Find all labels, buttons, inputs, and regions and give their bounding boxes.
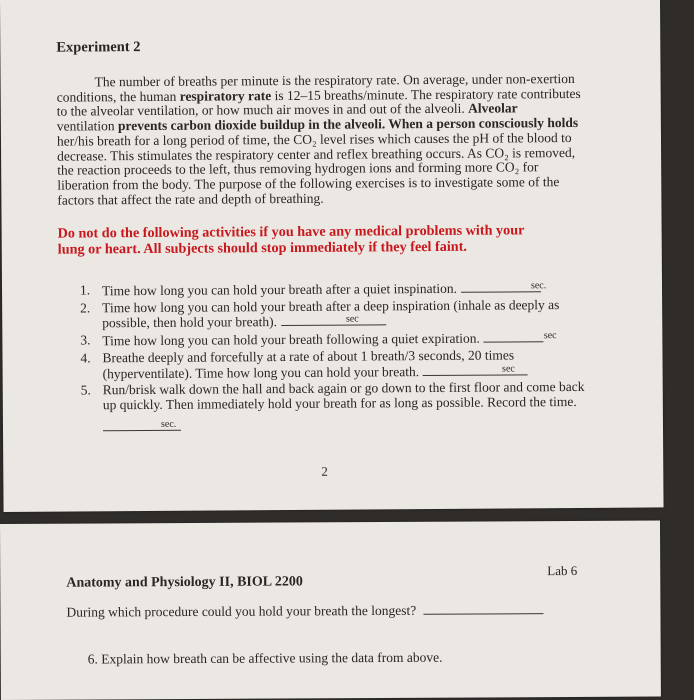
unit-label: sec <box>501 362 515 375</box>
course-header: Anatomy and Physiology II, BIOL 2200 <box>66 574 303 591</box>
lab-label: Lab 6 <box>547 562 578 579</box>
exercise-number: 1. <box>79 282 91 298</box>
paragraph-line: liberation from the body. The purpose of the following exercises is to investigate some of the <box>57 174 560 193</box>
exercise-number: 3. <box>80 332 91 348</box>
answer-blank[interactable] <box>424 602 544 615</box>
warning-line: Do not do the following activities if you have any medical problems with your <box>57 222 525 242</box>
answer-blank[interactable] <box>484 330 544 342</box>
exercise-line: possible, then hold your breath). $^{sec}$ <box>102 312 580 333</box>
longest-question <box>66 602 543 620</box>
exercise-line: Time how long you can hold your breath following a quiet expiration. $^{sec}$ <box>102 330 557 349</box>
paragraph-line: conditions, the human respiratory rate is 12–15 breaths/minute. The respiratory rate contributes <box>56 85 581 105</box>
page-number: 2 <box>321 463 328 479</box>
exercise-line: Time how long you can hold your breath after a deep inspiration (inhale as deeply as <box>102 296 560 315</box>
question-6-number: 6. <box>87 651 98 667</box>
exercise-number: 4. <box>80 350 91 366</box>
experiment-heading: Experiment 2 <box>56 39 141 56</box>
medical-warning <box>58 222 573 258</box>
question-6 <box>88 650 443 668</box>
worksheet-page-2 <box>0 521 661 700</box>
exercise-item <box>80 298 580 334</box>
unit-label: sec. <box>160 418 177 430</box>
intro-paragraph <box>56 70 581 208</box>
exercise-number: 2. <box>80 300 91 316</box>
exercise-line: Time how long you can hold your breath after a quiet inspination. $^{sec.}$ <box>101 280 547 299</box>
exercise-line: up quickly. Then immediately hold your breath for as long as possible. Record the time. <box>102 393 577 413</box>
exercise-item <box>80 348 580 384</box>
paragraph-line: ventilation prevents carbon dioxide buildup in the alveoli. When a person consciously holds <box>56 115 579 134</box>
unit-label: sec <box>345 313 359 325</box>
unit-label: sec. <box>530 280 547 292</box>
question-6-text: Explain how breath can be affective using the data from above. <box>101 649 443 667</box>
paragraph-line: decrease. This stimulates the respiratory center and reflex breathing occurs. As CO₂ is removed, <box>57 144 576 164</box>
unit-label: sec <box>543 330 557 342</box>
answer-blank[interactable] <box>461 280 541 293</box>
paragraph-line: the reaction proceeds to the left, thus removing hydrogen ions and forming more CO₂ for <box>57 159 539 178</box>
paragraph-line: her/his breath for a long period of time, the CO₂ level rises which causes the pH of the blood to <box>56 129 572 149</box>
exercise-list <box>79 280 585 437</box>
exercise-item <box>80 379 585 437</box>
exercise-number: 5. <box>80 382 91 398</box>
exercise-line <box>103 416 581 437</box>
paragraph-line: factors that affect the rate and depth of breathing. <box>57 190 324 208</box>
paragraph-line: The number of breaths per minute is the respiratory rate. On average, under non-exertion <box>94 70 575 90</box>
warning-line: lung or heart. All subjects should stop immediately if they feel faint. <box>57 238 467 258</box>
answer-blank[interactable] <box>281 314 386 327</box>
exercise-line: Run/brisk walk down the hall and back again or go down to the first floor and come back <box>102 379 585 398</box>
paragraph-line: to the alveolar ventilation, or how much air moves in and out of the alveoli. Alveolar <box>56 100 518 120</box>
exercise-line: (hyperventilate). Time how long you can hold your breath. $^{sec}$ <box>103 362 581 383</box>
longest-question-text: During which procedure could you hold your breath the longest? <box>66 602 417 620</box>
exercise-line: Breathe deeply and forcefully at a rate of about 1 breath/3 seconds, 20 times <box>102 347 515 366</box>
